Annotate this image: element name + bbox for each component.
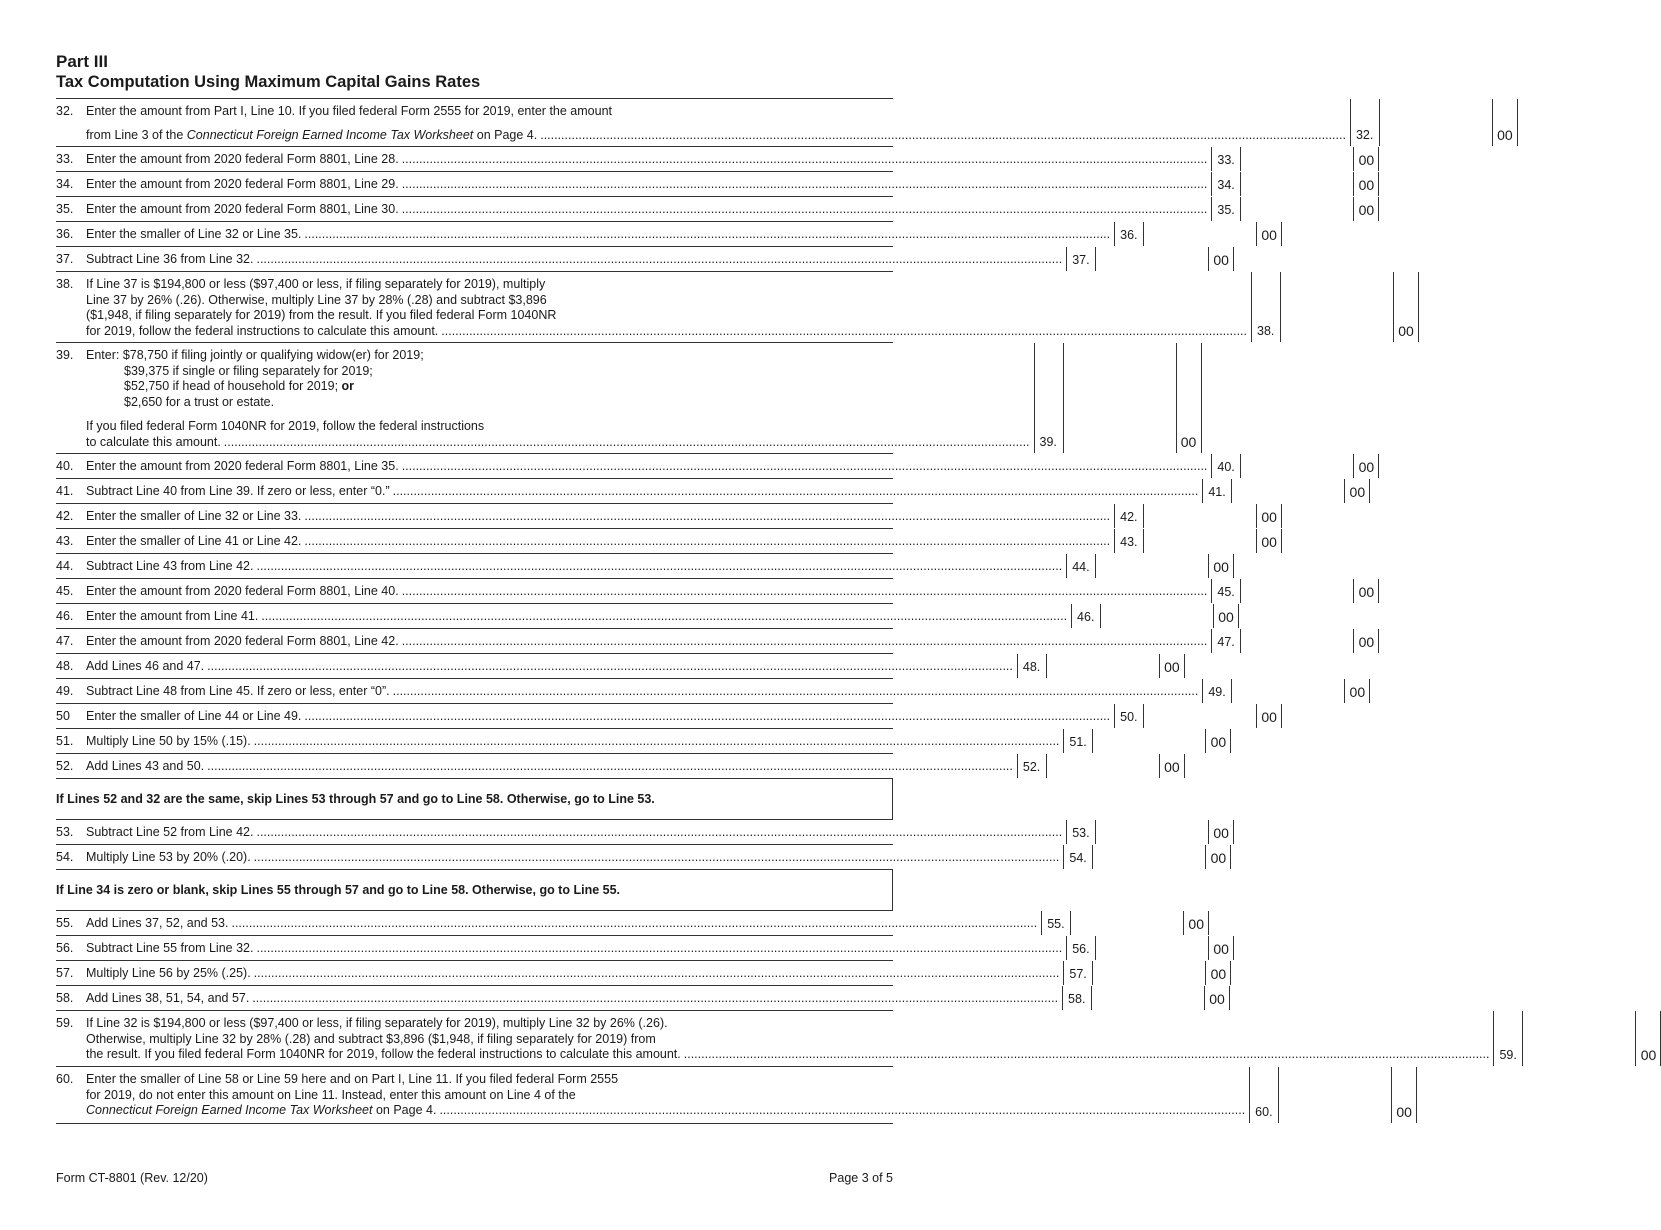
line-label: 37. <box>1066 247 1096 271</box>
line-text: Subtract Line 48 from Line 45. If zero or less, enter “0”. <box>86 684 390 698</box>
line-text: Enter the amount from 2020 federal Form 8801, Line 29. <box>86 177 399 191</box>
line-59-amount-field[interactable] <box>1523 1011 1635 1066</box>
line-number: 33. <box>56 152 74 166</box>
line-44-amount-field[interactable] <box>1096 554 1208 578</box>
line-39-amount-field[interactable] <box>1064 343 1176 453</box>
line-55-row <box>56 910 1204 936</box>
line-55-amount-field[interactable] <box>1071 911 1183 935</box>
line-number: 58. <box>56 991 74 1005</box>
cents-cell: 00 <box>1353 579 1379 603</box>
cents-cell: 00 <box>1205 961 1231 985</box>
cents-cell: 00 <box>1213 604 1239 628</box>
line-label: 45. <box>1211 579 1241 603</box>
line-43-row <box>56 529 1277 554</box>
line-label: 36. <box>1114 222 1144 246</box>
line-40-amount-field[interactable] <box>1241 454 1353 478</box>
line-32-amount-field[interactable] <box>1380 99 1492 146</box>
skip-instruction-row <box>56 870 893 910</box>
line-text: Add Lines 43 and 50. <box>86 759 205 773</box>
line-34-amount-field[interactable] <box>1241 172 1353 196</box>
line-number: 51. <box>56 734 74 748</box>
line-number: 40. <box>56 459 74 473</box>
line-text: the result. If you filed federal Form 1040NR for 2019, follow the federal instructions to calculate this amount. <box>86 1047 681 1061</box>
line-text: Enter the smaller of Line 41 or Line 42. <box>86 534 302 548</box>
cents-cell: 00 <box>1208 554 1234 578</box>
line-number: 43. <box>56 534 74 548</box>
line-text: Otherwise, multiply Line 32 by 28% (.28) and subtract $3,896 ($1,948, if filing separately for 2019) from <box>86 1031 656 1046</box>
line-number: 32. <box>56 104 74 118</box>
line-number: 59. <box>56 1016 74 1030</box>
cents-cell: 00 <box>1256 529 1282 553</box>
line-number: 39. <box>56 348 74 362</box>
line-text: Enter the amount from 2020 federal Form 8801, Line 28. <box>86 152 399 166</box>
line-text: Enter the amount from 2020 federal Form 8801, Line 35. <box>86 459 399 473</box>
line-35-row <box>56 197 1375 222</box>
worksheet-title: Connecticut Foreign Earned Income Tax Worksheet <box>186 127 474 142</box>
line-45-amount-field[interactable] <box>1241 579 1353 603</box>
cents-cell: 00 <box>1159 654 1185 678</box>
line-56-row <box>56 936 1229 961</box>
line-number: 42. <box>56 509 74 523</box>
line-text: Enter: $78,750 if filing jointly or qualifying widow(er) for 2019; <box>86 348 424 362</box>
line-number: 49. <box>56 684 74 698</box>
line-label: 48. <box>1017 654 1047 678</box>
line-42-row <box>56 504 1277 529</box>
line-47-row <box>56 629 1375 654</box>
line-text: to calculate this amount. <box>86 434 221 449</box>
line-number: 53. <box>56 825 74 839</box>
line-59-row <box>56 1011 1657 1067</box>
line-text: Enter the amount from 2020 federal Form 8801, Line 40. <box>86 584 399 598</box>
worksheet-title: Connecticut Foreign Earned Income Tax Worksheet <box>86 1103 373 1117</box>
cents-cell: 00 <box>1256 704 1282 728</box>
part-heading: Part III <box>56 52 108 71</box>
line-text: Enter the smaller of Line 58 or Line 59 here and on Part I, Line 11. If you filed federal Form 2555 <box>86 1072 619 1086</box>
line-label: 56. <box>1066 936 1096 960</box>
line-number: 56. <box>56 941 74 955</box>
line-text: for 2019, do not enter this amount on Line 11. Instead, enter this amount on Line 4 of the <box>86 1087 576 1102</box>
skip-instruction-row <box>56 779 893 819</box>
line-number: 35. <box>56 202 74 216</box>
cents-cell: 00 <box>1391 1067 1417 1123</box>
line-60-row <box>56 1067 1412 1124</box>
line-text: $2,650 for a trust or estate. <box>124 394 275 409</box>
cents-cell: 00 <box>1353 197 1379 221</box>
skip-instruction: If Line 34 is zero or blank, skip Lines 55 through 57 and go to Line 58. Otherwise, go to Line 55. <box>56 883 621 897</box>
line-text: Enter the amount from 2020 federal Form 8801, Line 42. <box>86 634 399 648</box>
line-52-row <box>56 754 1180 779</box>
cents-cell: 00 <box>1205 729 1231 753</box>
line-text: Add Lines 46 and 47. <box>86 659 205 673</box>
line-37-row <box>56 247 1229 272</box>
line-label: 43. <box>1114 529 1144 553</box>
cents-cell: 00 <box>1159 754 1185 778</box>
line-label: 53. <box>1066 820 1096 844</box>
cents-cell: 00 <box>1492 99 1518 146</box>
cents-cell: 00 <box>1256 222 1282 246</box>
line-number: 41. <box>56 484 74 498</box>
cents-cell: 00 <box>1183 911 1209 935</box>
line-51-row <box>56 729 1227 754</box>
line-text: Subtract Line 55 from Line 32. <box>86 941 254 955</box>
line-label: 58. <box>1062 986 1092 1010</box>
line-label: 39. <box>1034 343 1064 453</box>
line-text: Enter the smaller of Line 32 or Line 33. <box>86 509 302 523</box>
line-label: 50. <box>1114 704 1144 728</box>
line-number: 37. <box>56 252 74 266</box>
line-label: 51. <box>1063 729 1093 753</box>
line-number: 50 <box>56 709 70 723</box>
line-label: 32. <box>1350 99 1380 146</box>
page-number: Page 3 of 5 <box>829 1171 893 1185</box>
line-34-row <box>56 172 1375 197</box>
cents-cell: 00 <box>1176 343 1202 453</box>
cents-cell: 00 <box>1635 1011 1661 1066</box>
line-49-amount-field[interactable] <box>1232 679 1344 703</box>
line-57-row <box>56 961 1227 986</box>
line-43-amount-field[interactable] <box>1144 529 1256 553</box>
line-text: Enter the amount from Part I, Line 10. If you filed federal Form 2555 for 2019, enter the amount <box>86 104 612 118</box>
line-text: Subtract Line 52 from Line 42. <box>86 825 254 839</box>
line-36-amount-field[interactable] <box>1144 222 1256 246</box>
cents-cell: 00 <box>1353 172 1379 196</box>
line-text: Subtract Line 40 from Line 39. If zero or less, enter “0.” <box>86 484 390 498</box>
line-41-amount-field[interactable] <box>1232 479 1344 503</box>
line-label: 34. <box>1211 172 1241 196</box>
line-37-amount-field[interactable] <box>1096 247 1208 271</box>
line-38-amount-field[interactable] <box>1281 272 1393 342</box>
line-text: If Line 32 is $194,800 or less ($97,400 or less, if filing separately for 2019), multiply Line 32 by 26% (.26). <box>86 1016 668 1030</box>
line-text: for 2019, follow the federal instructions to calculate this amount. <box>86 323 439 338</box>
skip-instruction: If Lines 52 and 32 are the same, skip Lines 53 through 57 and go to Line 58. Otherwise, go to Line 53. <box>56 792 655 806</box>
line-46-row <box>56 604 1234 629</box>
cents-cell: 00 <box>1205 845 1231 869</box>
line-number: 34. <box>56 177 74 191</box>
line-label: 41. <box>1202 479 1232 503</box>
line-text: Multiply Line 50 by 15% (.15). <box>86 734 251 748</box>
line-text: Enter the amount from 2020 federal Form 8801, Line 30. <box>86 202 399 216</box>
line-label: 57. <box>1063 961 1093 985</box>
line-58-amount-field[interactable] <box>1092 986 1204 1010</box>
line-number: 36. <box>56 227 74 241</box>
line-label: 55. <box>1041 911 1071 935</box>
line-text: Subtract Line 36 from Line 32. <box>86 252 254 266</box>
line-number: 48. <box>56 659 74 673</box>
line-53-amount-field[interactable] <box>1096 820 1208 844</box>
line-48-row <box>56 654 1180 679</box>
line-label: 60. <box>1249 1067 1279 1123</box>
part-title: Tax Computation Using Maximum Capital Gains Rates <box>56 73 481 91</box>
line-36-row <box>56 222 1277 247</box>
line-text: Add Lines 38, 51, 54, and 57. <box>86 991 250 1005</box>
line-38-row <box>56 272 1414 343</box>
line-label: 47. <box>1211 629 1241 653</box>
line-number: 55. <box>56 916 74 930</box>
cents-cell: 00 <box>1353 454 1379 478</box>
line-text: Add Lines 37, 52, and 53. <box>86 916 229 930</box>
line-text: Enter the amount from Line 41. <box>86 609 259 623</box>
line-40-row <box>56 454 1375 479</box>
emphasis-or: or <box>341 379 355 393</box>
line-text: If you filed federal Form 1040NR for 2019, follow the federal instructions <box>86 419 485 433</box>
line-50-amount-field[interactable] <box>1144 704 1256 728</box>
line-label: 46. <box>1071 604 1101 628</box>
line-45-row <box>56 579 1375 604</box>
line-50-row <box>56 704 1277 729</box>
line-number: 46. <box>56 609 74 623</box>
cents-cell: 00 <box>1344 679 1370 703</box>
line-text: on Page 4. <box>473 127 538 142</box>
line-32-row <box>56 99 1513 147</box>
line-label: 54. <box>1063 845 1093 869</box>
line-label: 35. <box>1211 197 1241 221</box>
line-text: Enter the smaller of Line 32 or Line 35. <box>86 227 302 241</box>
line-49-row <box>56 679 1366 704</box>
line-label: 52. <box>1017 754 1047 778</box>
line-number: 44. <box>56 559 74 573</box>
cents-cell: 00 <box>1208 247 1234 271</box>
cents-cell: 00 <box>1256 504 1282 528</box>
line-number: 60. <box>56 1072 74 1086</box>
tax-computation-table <box>56 98 1657 1124</box>
cents-cell: 00 <box>1344 479 1370 503</box>
line-60-amount-field[interactable] <box>1279 1067 1391 1123</box>
form-revision: Form CT-8801 (Rev. 12/20) <box>56 1171 208 1185</box>
line-text: $39,375 if single or filing separately for 2019; <box>124 363 373 378</box>
line-42-amount-field[interactable] <box>1144 504 1256 528</box>
line-text: on Page 4. <box>372 1103 437 1117</box>
line-41-row <box>56 479 1366 504</box>
line-39-row <box>56 343 1197 454</box>
line-44-row <box>56 554 1229 579</box>
line-46-amount-field[interactable] <box>1101 604 1213 628</box>
line-text: from Line 3 of the <box>86 127 187 142</box>
line-number: 52. <box>56 759 74 773</box>
line-58-row <box>56 986 1225 1011</box>
line-text: Multiply Line 53 by 20% (.20). <box>86 850 251 864</box>
line-number: 57. <box>56 966 74 980</box>
line-54-row <box>56 845 1227 870</box>
line-text: Line 37 by 26% (.26). Otherwise, multiply Line 37 by 28% (.28) and subtract $3,896 <box>86 292 547 307</box>
line-label: 59. <box>1493 1011 1523 1066</box>
line-35-amount-field[interactable] <box>1241 197 1353 221</box>
line-56-amount-field[interactable] <box>1096 936 1208 960</box>
line-text: $52,750 if head of household for 2019; <box>124 379 342 393</box>
line-53-row <box>56 819 1229 845</box>
cents-cell: 00 <box>1208 936 1234 960</box>
line-48-amount-field[interactable] <box>1047 654 1159 678</box>
line-label: 42. <box>1114 504 1144 528</box>
line-51-amount-field[interactable] <box>1093 729 1205 753</box>
cents-cell: 00 <box>1204 986 1230 1010</box>
line-label: 40. <box>1211 454 1241 478</box>
line-number: 38. <box>56 277 74 291</box>
cents-cell: 00 <box>1353 629 1379 653</box>
form-header <box>56 52 480 92</box>
line-label: 38. <box>1251 272 1281 342</box>
line-47-amount-field[interactable] <box>1241 629 1353 653</box>
line-33-row <box>56 147 1375 172</box>
line-number: 47. <box>56 634 74 648</box>
line-text: Subtract Line 43 from Line 42. <box>86 559 254 573</box>
line-text: Enter the smaller of Line 44 or Line 49. <box>86 709 302 723</box>
line-text: Multiply Line 56 by 25% (.25). <box>86 966 251 980</box>
line-number: 45. <box>56 584 74 598</box>
line-33-amount-field[interactable] <box>1241 147 1353 171</box>
line-52-amount-field[interactable] <box>1047 754 1159 778</box>
line-label: 33. <box>1211 147 1241 171</box>
cents-cell: 00 <box>1353 147 1379 171</box>
cents-cell: 00 <box>1208 820 1234 844</box>
line-number: 54. <box>56 850 74 864</box>
line-text: ($1,948, if filing separately for 2019) from the result. If you filed federal Form 1040NR <box>86 308 557 322</box>
line-57-amount-field[interactable] <box>1093 961 1205 985</box>
line-54-amount-field[interactable] <box>1093 845 1205 869</box>
line-label: 44. <box>1066 554 1096 578</box>
line-text: If Line 37 is $194,800 or less ($97,400 or less, if filing separately for 2019), multiply <box>86 277 546 291</box>
cents-cell: 00 <box>1393 272 1419 342</box>
line-label: 49. <box>1202 679 1232 703</box>
